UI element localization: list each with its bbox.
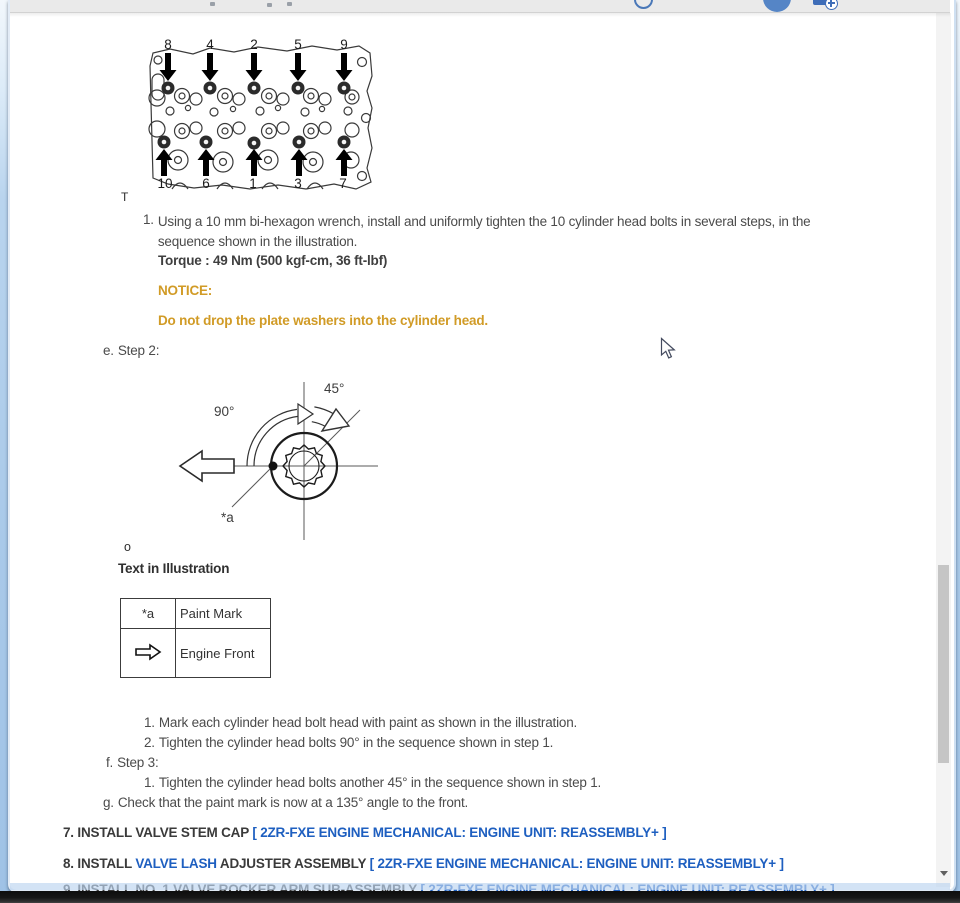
step-e-item-2-text: Tighten the cylinder head bolts 90° in the sequence shown in step 1.: [158, 735, 554, 750]
scrollbar-down-button[interactable]: [936, 865, 951, 881]
step-d-item-1-text: Using a 10 mm bi-hexagon wrench, install and uniformly tighten the 10 cylinder head bolts in several steps, in the sequence shown in the illustration.: [157, 214, 811, 249]
figure1-caption-marker: T: [121, 190, 129, 204]
head-bolts: [158, 82, 351, 150]
help-icon[interactable]: [634, 0, 653, 9]
step-f-text: Step 3:: [117, 755, 159, 770]
step-e-item-1-text: Mark each cylinder head bolt head with paint as shown in the illustration.: [158, 715, 578, 730]
torque-angle-figure: [176, 378, 404, 544]
window-bottom-border-glaze: [10, 883, 950, 890]
list-marker: 1.: [144, 775, 155, 790]
section-number: 8.: [63, 856, 74, 871]
section-title: INSTALL: [77, 856, 136, 871]
arc-arrowhead-45: [322, 409, 349, 431]
section-title: INSTALL VALVE STEM CAP: [77, 825, 253, 840]
svg-text:1: 1: [249, 176, 257, 191]
angle-90-label: 90°: [214, 404, 235, 419]
text-in-illustration-table: [120, 598, 271, 678]
section-8-heading: [63, 856, 784, 871]
vertical-scrollbar[interactable]: [936, 13, 951, 887]
angle-45-label: 45°: [324, 381, 345, 396]
step-e-text: Step 2:: [117, 343, 160, 358]
sequence-arrows: [156, 53, 353, 176]
notice-text: Do not drop the plate washers into the cylinder head.: [158, 313, 488, 328]
section-7-procedure-link[interactable]: [ 2ZR-FXE ENGINE MECHANICAL: ENGINE UNIT: REASSEMBLY+ ]: [252, 825, 667, 840]
table-key-cell: [121, 629, 176, 678]
svg-text:6: 6: [202, 176, 210, 191]
toolbar: [10, 0, 950, 13]
toolbar-fragment: [267, 3, 272, 7]
torque-spec: Torque : 49 Nm (500 kgf-cm, 36 ft-lbf): [158, 253, 388, 268]
step-f-label: [106, 755, 159, 770]
engine-front-arrow-icon: [180, 451, 234, 481]
paint-mark-dot: [269, 462, 278, 471]
list-marker: 1.: [143, 212, 154, 227]
step-f-item-1-text: Tighten the cylinder head bolts another 45° in the sequence shown in step 1.: [158, 775, 602, 790]
toolbar-shadow: [10, 13, 950, 17]
list-marker: e.: [103, 343, 114, 358]
search-highlight: VALVE LASH: [135, 856, 217, 871]
list-marker: 2.: [144, 735, 155, 750]
svg-text:7: 7: [339, 176, 347, 191]
svg-text:8: 8: [164, 37, 172, 52]
table-value-cell: Paint Mark: [176, 599, 271, 629]
svg-text:9: 9: [340, 37, 348, 52]
section-7-heading: [63, 825, 667, 840]
table-value-cell: Engine Front: [176, 629, 271, 678]
step-d-item-1: [143, 212, 870, 252]
list-marker: g.: [103, 795, 114, 810]
svg-text:3: 3: [294, 176, 302, 191]
notice-label: NOTICE:: [158, 283, 213, 298]
arc-arrowhead-90: [298, 404, 313, 424]
add-icon[interactable]: [825, 0, 838, 10]
section-8-procedure-link[interactable]: [ 2ZR-FXE ENGINE MECHANICAL: ENGINE UNIT: REASSEMBLY+ ]: [369, 856, 784, 871]
scrollbar-thumb[interactable]: [938, 565, 949, 763]
bottom-edge-bar: [0, 891, 960, 903]
cylinder-head-bolt-sequence-figure: [138, 36, 390, 196]
svg-text:5: 5: [294, 37, 302, 52]
toolbar-fragment: [210, 2, 215, 6]
step-g-text: Check that the paint mark is now at a 135° angle to the front.: [117, 795, 469, 810]
user-avatar-icon[interactable]: [763, 0, 791, 12]
step-e-item-2: [144, 735, 553, 750]
table-key-cell: *a: [121, 599, 176, 629]
engine-front-arrow-icon: [133, 642, 163, 662]
toolbar-fragment: [287, 2, 292, 6]
section-title: ADJUSTER ASSEMBLY: [216, 856, 370, 871]
paint-mark-label: *a: [221, 510, 234, 525]
svg-text:2: 2: [250, 37, 258, 52]
list-marker: f.: [106, 755, 114, 770]
figure2-caption-marker: o: [124, 540, 131, 554]
text-in-illustration-title: Text in Illustration: [118, 561, 230, 576]
step-f-item-1: [144, 775, 601, 790]
step-e-item-1: [144, 715, 577, 730]
step-e-label: [103, 343, 159, 358]
svg-text:10: 10: [157, 176, 173, 191]
svg-text:4: 4: [206, 37, 214, 52]
step-g: [103, 795, 468, 810]
list-marker: 1.: [144, 715, 155, 730]
section-number: 7.: [63, 825, 74, 840]
mouse-cursor: [660, 337, 677, 361]
